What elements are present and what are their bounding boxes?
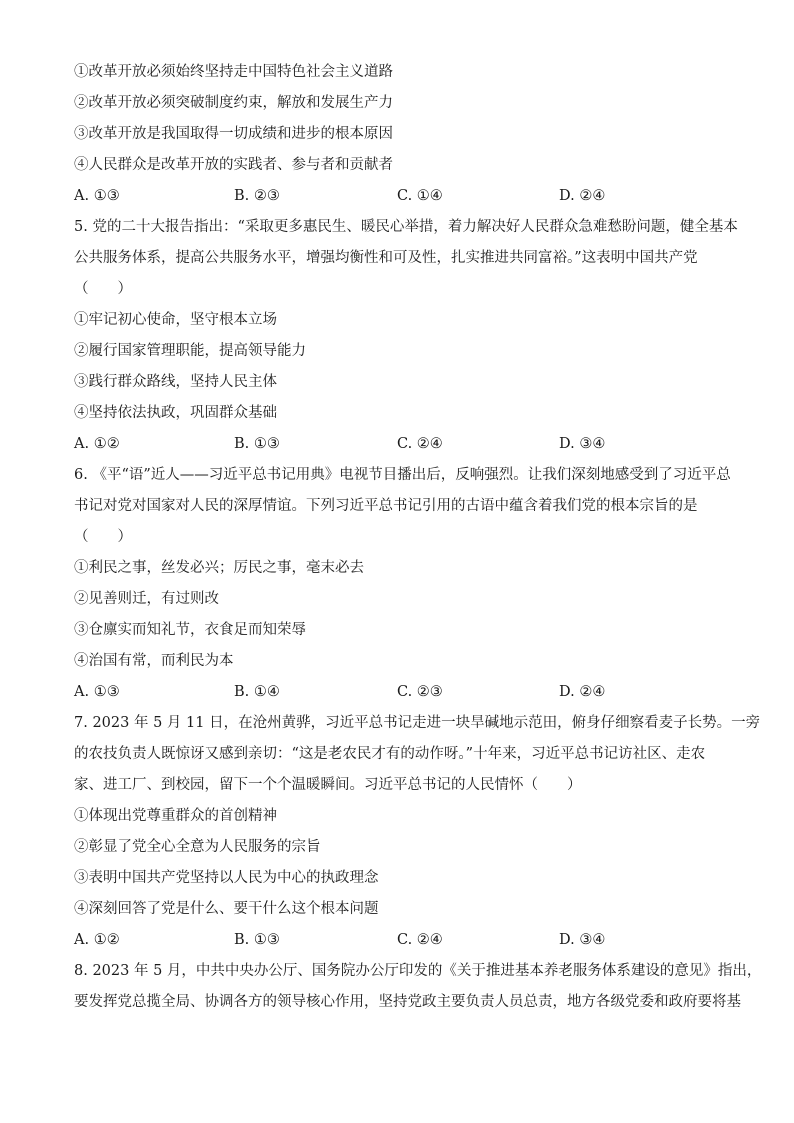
- q4-statement-3: ③改革开放是我国取得一切成绩和进步的根本原因: [74, 126, 393, 142]
- exam-page: [74, 62, 762, 1012]
- q7-options: [74, 930, 726, 950]
- q5-statement-3: ③践行群众路线，坚持人民主体: [74, 374, 277, 390]
- q4-option-c[interactable]: C. ①④: [397, 188, 443, 204]
- q6-option-a[interactable]: A. ①③: [74, 684, 120, 700]
- q7-option-c[interactable]: C. ②④: [397, 932, 443, 948]
- q5-stem-line-1: 5. 党的二十大报告指出：“采取更多惠民生、暖民心举措，着力解决好人民群众急难愁盼问题，健全基本: [74, 219, 738, 235]
- q5-statement-2: ②履行国家管理职能，提高领导能力: [74, 343, 306, 359]
- q6-answer-blank: （ ）: [74, 529, 132, 545]
- q5-statement-4: ④坚持依法执政，巩固群众基础: [74, 405, 277, 421]
- q6-stem-line-1: 6. 《平“语”近人——习近平总书记用典》电视节目播出后，反响强烈。让我们深刻地感受到了习近平总: [74, 467, 731, 483]
- q5-stem-line-2: 公共服务体系，提高公共服务水平，增强均衡性和可及性，扎实推进共同富裕。”这表明中国共产党: [74, 250, 698, 266]
- q7-stem-line-2: 的农技负责人既惊讶又感到亲切：“这是老农民才有的动作呀。”十年来，习近平总书记访社区、走农: [74, 746, 706, 762]
- q7-option-b[interactable]: B. ①③: [234, 932, 280, 948]
- q5-answer-blank: （ ）: [74, 281, 132, 297]
- q8-stem-line-2: 要发挥党总揽全局、协调各方的领导核心作用，坚持党政主要负责人员总责，地方各级党委和政府要将基: [74, 994, 741, 1010]
- q6-statement-3: ③仓廪实而知礼节，衣食足而知荣辱: [74, 622, 306, 638]
- q4-option-b[interactable]: B. ②③: [234, 188, 280, 204]
- q7-stem-line-3: 家、进工厂、到校园，留下一个个温暖瞬间。习近平总书记的人民情怀（ ）: [74, 777, 582, 793]
- q7-option-d[interactable]: D. ③④: [559, 932, 606, 948]
- q7-statement-2: ②彰显了党全心全意为人民服务的宗旨: [74, 839, 321, 855]
- q6-option-c[interactable]: C. ②③: [397, 684, 443, 700]
- q7-option-a[interactable]: A. ①②: [74, 932, 120, 948]
- q4-statement-2: ②改革开放必须突破制度约束，解放和发展生产力: [74, 95, 393, 111]
- q7-statement-1: ①体现出党尊重群众的首创精神: [74, 808, 277, 824]
- q5-options: [74, 434, 726, 454]
- q5-option-d[interactable]: D. ③④: [559, 436, 606, 452]
- q4-option-a[interactable]: A. ①③: [74, 188, 120, 204]
- q5-statement-1: ①牢记初心使命，坚守根本立场: [74, 312, 277, 328]
- q4-options: [74, 186, 726, 206]
- q5-option-a[interactable]: A. ①②: [74, 436, 120, 452]
- q5-option-b[interactable]: B. ①③: [234, 436, 280, 452]
- q6-stem-line-2: 书记对党对国家对人民的深厚情谊。下列习近平总书记引用的古语中蕴含着我们党的根本宗旨的是: [74, 498, 698, 514]
- q6-option-b[interactable]: B. ①④: [234, 684, 280, 700]
- q7-statement-3: ③表明中国共产党坚持以人民为中心的执政理念: [74, 870, 379, 886]
- q6-statement-4: ④治国有常，而利民为本: [74, 653, 234, 669]
- q4-option-d[interactable]: D. ②④: [559, 188, 606, 204]
- q6-option-d[interactable]: D. ②④: [559, 684, 606, 700]
- q7-stem-line-1: 7. 2023 年 5 月 11 日，在沧州黄骅，习近平总书记走进一块旱碱地示范田，俯身仔细察看麦子长势。一旁: [74, 715, 761, 731]
- q6-options: [74, 682, 726, 702]
- q5-option-c[interactable]: C. ②④: [397, 436, 443, 452]
- q7-statement-4: ④深刻回答了党是什么、要干什么这个根本问题: [74, 901, 379, 917]
- q6-statement-1: ①利民之事，丝发必兴；厉民之事，毫末必去: [74, 560, 364, 576]
- q4-statement-4: ④人民群众是改革开放的实践者、参与者和贡献者: [74, 157, 393, 173]
- q4-statement-1: ①改革开放必须始终坚持走中国特色社会主义道路: [74, 64, 393, 80]
- q8-stem-line-1: 8. 2023 年 5 月，中共中央办公厅、国务院办公厅印发的《关于推进基本养老服务体系建设的意见》指出，: [74, 963, 762, 979]
- q6-statement-2: ②见善则迁，有过则改: [74, 591, 219, 607]
